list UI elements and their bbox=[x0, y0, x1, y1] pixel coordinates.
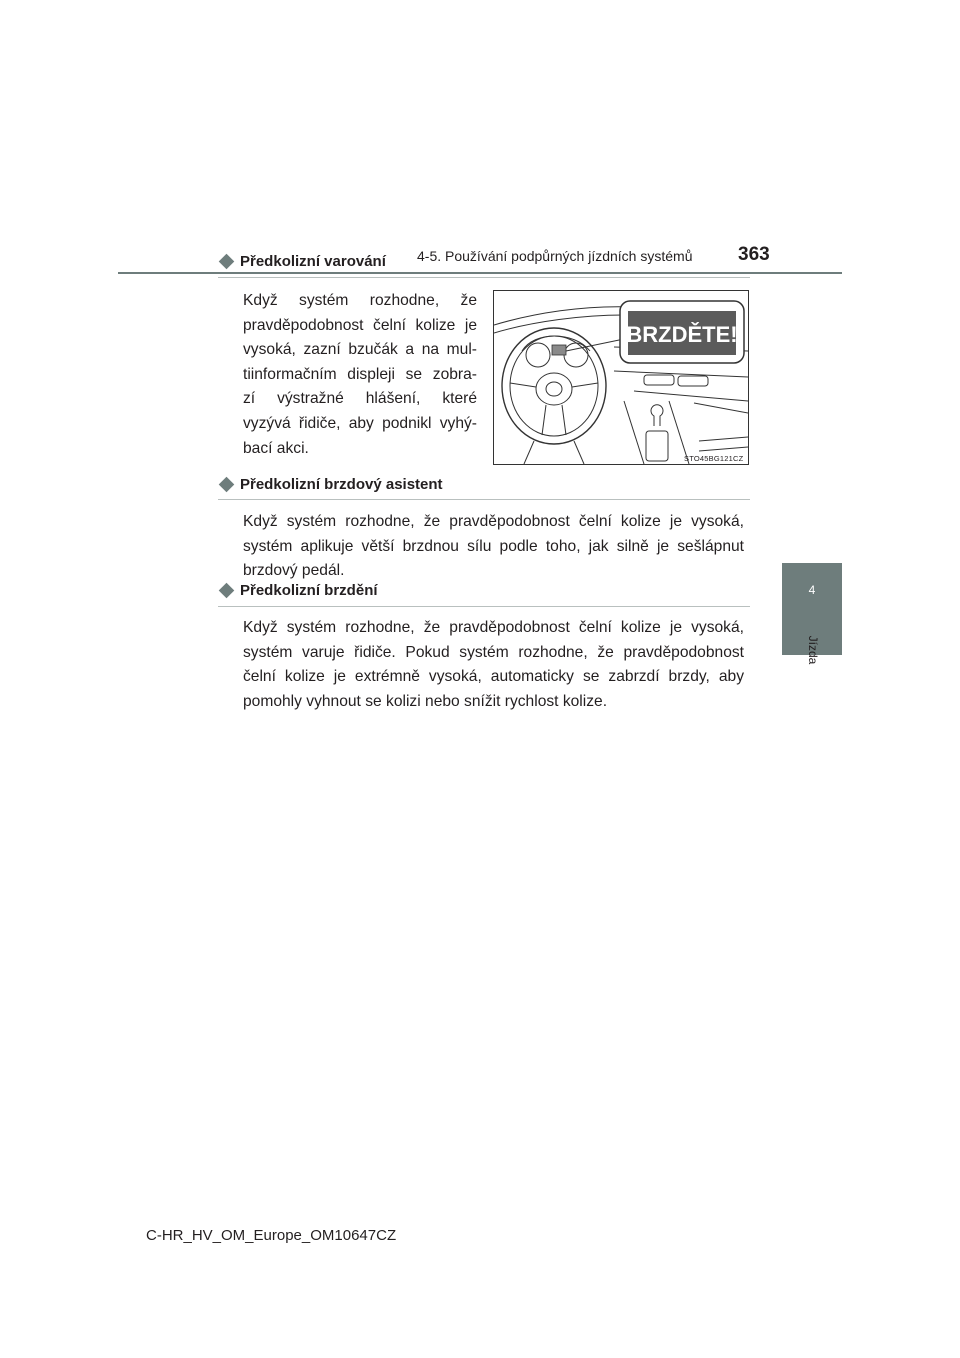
paragraph-pre-collision-warning bbox=[243, 289, 477, 461]
multi-information-display bbox=[552, 345, 566, 355]
para-line: systém aplikuje větší brzdnou sílu podle toho, jak silně je sešlápnut bbox=[243, 537, 744, 555]
paragraph-pre-collision-braking bbox=[243, 616, 744, 714]
para-line: Když systém rozhodne, že pravděpodobnost čelní kolize je vysoká, bbox=[243, 513, 744, 530]
section-rule bbox=[218, 499, 750, 500]
chapter-number: 4 bbox=[808, 583, 816, 597]
chapter-label-box bbox=[803, 627, 823, 673]
section-title-pre-collision-warning bbox=[218, 253, 386, 270]
para-line: tiinformačním displeji se zobra- bbox=[243, 365, 477, 383]
dashboard-illustration bbox=[493, 290, 749, 465]
section-title-text: Předkolizní brzdový asistent bbox=[240, 476, 443, 493]
section-title-pre-collision-braking bbox=[218, 582, 378, 599]
footer-document-id: C-HR_HV_OM_Europe_OM10647CZ bbox=[146, 1227, 397, 1244]
diamond-bullet-icon bbox=[219, 477, 235, 493]
paragraph-pre-collision-brake-assist bbox=[243, 510, 744, 584]
section-title-pre-collision-brake-assist bbox=[218, 476, 443, 493]
figure-code: STO45BG121CZ bbox=[684, 454, 744, 463]
para-line: Když systém rozhodne, že bbox=[243, 292, 477, 309]
para-line: čelní kolize je extrémně vysoká, automaticky se zabrzdí brzdy, aby bbox=[243, 668, 744, 686]
chapter-label: Jízda bbox=[806, 635, 820, 665]
section-rule bbox=[218, 606, 750, 607]
para-line: brzdový pedál. bbox=[243, 562, 345, 580]
header-rule bbox=[118, 272, 842, 274]
diamond-bullet-icon bbox=[219, 254, 235, 270]
para-line: vysoká, zazní bzučák a na mul- bbox=[243, 341, 477, 359]
section-title-text: Předkolizní brzdění bbox=[240, 582, 378, 599]
para-line: zí výstražné hlášení, které bbox=[243, 390, 477, 408]
diamond-bullet-icon bbox=[219, 583, 235, 599]
para-line: vyzývá řidiče, aby podnikl vyhý- bbox=[243, 414, 477, 432]
para-line: systém varuje řidiče. Pokud systém rozhodne, že pravděpodobnost bbox=[243, 643, 744, 661]
para-line: pomohly vyhnout se kolizi nebo snížit rychlost kolize. bbox=[243, 692, 608, 710]
warning-message-text: BRZDĚTE! bbox=[626, 322, 738, 347]
section-title-text: Předkolizní varování bbox=[240, 253, 386, 270]
dashboard-drawing bbox=[494, 291, 748, 464]
para-line: pravděpodobnost čelní kolize je bbox=[243, 316, 477, 334]
running-header-title: 4-5. Používání podpůrných jízdních systémů bbox=[417, 248, 693, 264]
section-rule bbox=[218, 277, 750, 278]
page-number: 363 bbox=[738, 244, 770, 265]
para-line: bací akci. bbox=[243, 439, 309, 457]
para-line: Když systém rozhodne, že pravděpodobnost čelní kolize je vysoká, bbox=[243, 619, 744, 636]
